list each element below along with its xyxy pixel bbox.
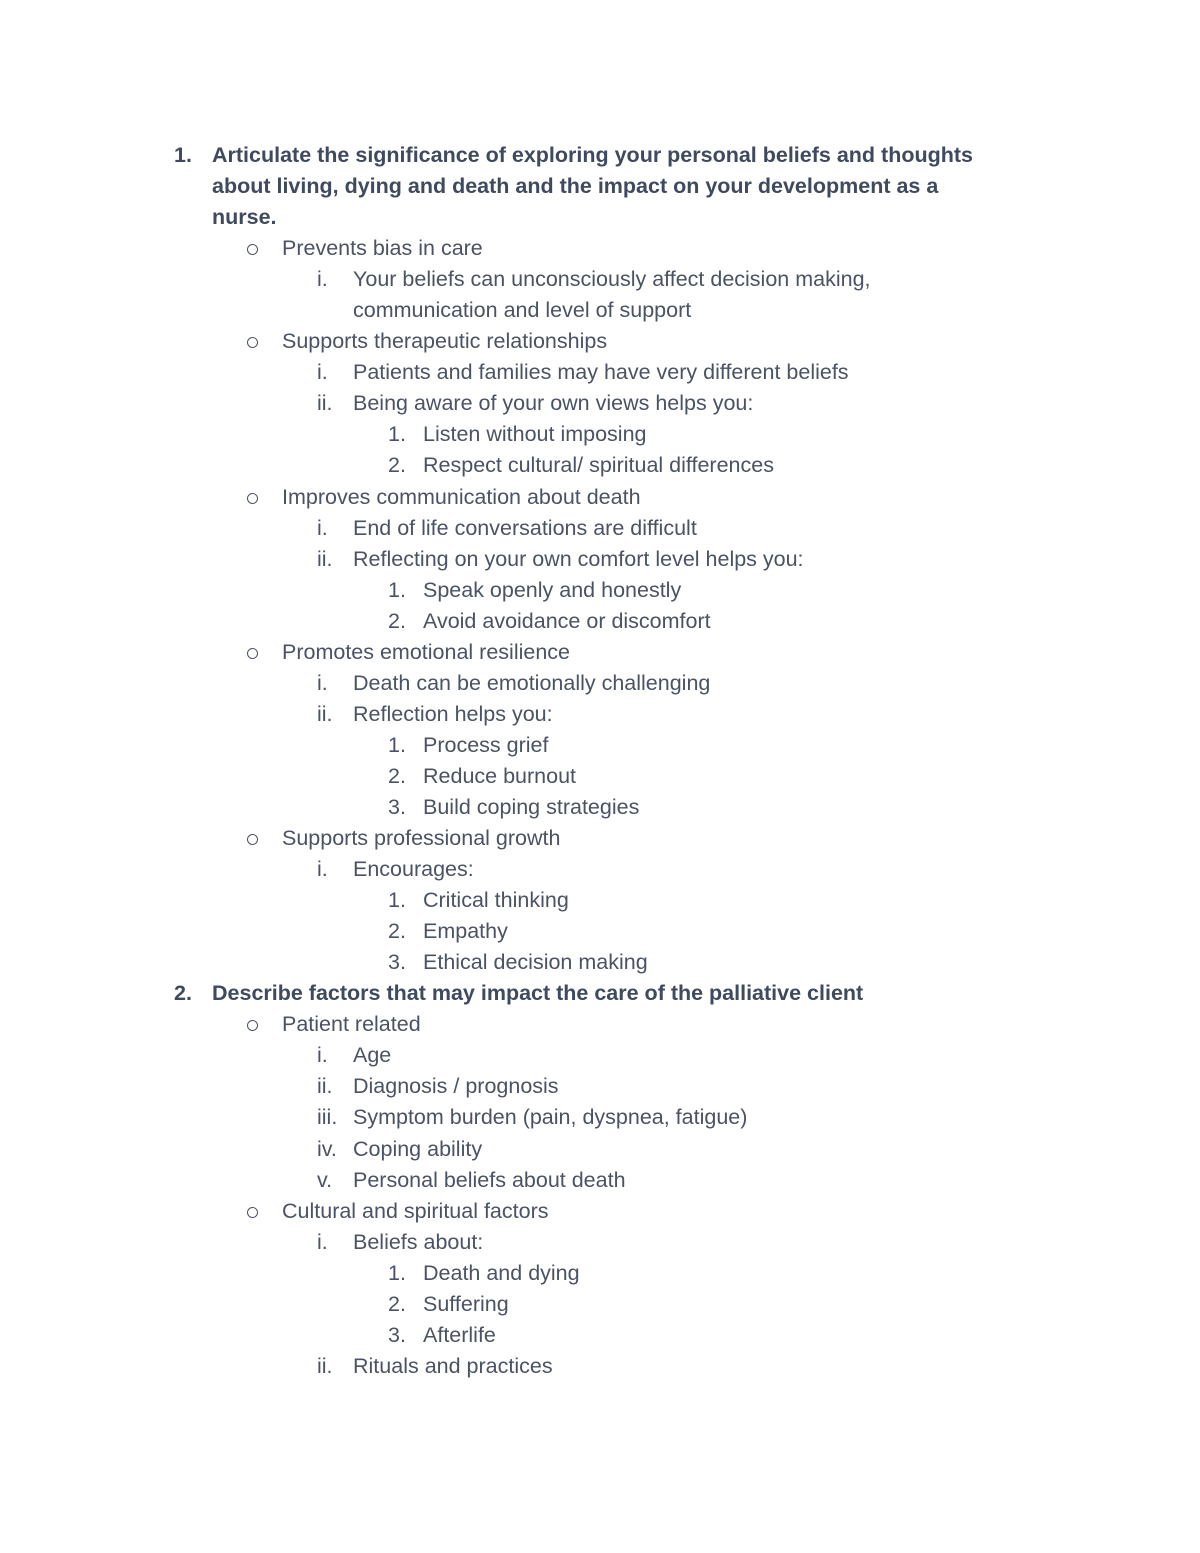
sub-item-text: Reflecting on your own comfort level helps you: — [353, 546, 804, 571]
roman-marker: v. — [317, 1167, 333, 1192]
number-marker: 2. — [388, 608, 406, 633]
sub-sub-item-text: Afterlife — [423, 1322, 496, 1347]
sub-sub-item-text: Build coping strategies — [423, 794, 640, 819]
circle-bullet-icon — [247, 337, 258, 348]
sub-item-text: Death can be emotionally challenging — [353, 670, 711, 695]
sub-item-text: Diagnosis / prognosis — [353, 1074, 559, 1099]
sub-item-text: End of life conversations are difficult — [353, 515, 697, 540]
question-text: nurse. — [212, 205, 277, 230]
sub-sub-item — [0, 730, 1200, 761]
sub-item — [0, 513, 1200, 544]
sub-item — [0, 1134, 1200, 1165]
item-label: Improves communication about death — [282, 484, 641, 509]
sub-item-text: Rituals and practices — [353, 1353, 553, 1378]
question-number: 1. — [174, 143, 192, 167]
sub-item — [0, 1227, 1200, 1258]
sub-item — [0, 388, 1200, 419]
sub-sub-item — [0, 1320, 1200, 1351]
list-item — [0, 326, 1200, 357]
question-number: 2. — [174, 981, 192, 1006]
list-item — [0, 1009, 1200, 1040]
sub-sub-item-text: Death and dying — [423, 1260, 580, 1285]
list-item — [0, 482, 1200, 513]
number-marker: 3. — [388, 794, 406, 819]
question-text: Describe factors that may impact the care of the palliative client — [212, 981, 864, 1006]
number-marker: 1. — [388, 577, 406, 602]
sub-sub-item-text: Avoid avoidance or discomfort — [423, 608, 711, 633]
question-heading — [0, 171, 1200, 202]
sub-sub-item — [0, 450, 1200, 481]
sub-item-text: Beliefs about: — [353, 1229, 484, 1254]
sub-item — [0, 264, 1200, 295]
roman-marker: ii. — [317, 546, 333, 571]
sub-sub-item-text: Empathy — [423, 919, 508, 944]
question-text: Articulate the significance of exploring your personal beliefs and thoughts — [212, 143, 973, 167]
sub-sub-item-text: Listen without imposing — [423, 422, 647, 447]
number-marker: 1. — [388, 732, 406, 757]
sub-item-text: Reflection helps you: — [353, 701, 553, 726]
sub-item-text: Age — [353, 1043, 392, 1068]
question-text: about living, dying and death and the impact on your development as a — [212, 174, 939, 199]
sub-sub-item — [0, 947, 1200, 978]
roman-marker: i. — [317, 360, 328, 385]
number-marker: 1. — [388, 422, 406, 447]
sub-sub-item — [0, 606, 1200, 637]
sub-item — [0, 1071, 1200, 1102]
item-label: Supports therapeutic relationships — [282, 329, 608, 354]
number-marker: 2. — [388, 453, 406, 478]
item-label: Prevents bias in care — [282, 236, 483, 261]
sub-sub-item-text: Respect cultural/ spiritual differences — [423, 453, 774, 478]
sub-sub-item-text: Process grief — [423, 732, 549, 757]
roman-marker: ii. — [317, 701, 333, 726]
sub-item-text: Symptom burden (pain, dyspnea, fatigue) — [353, 1105, 748, 1130]
item-label: Supports professional growth — [282, 826, 561, 851]
roman-marker: i. — [317, 857, 328, 882]
sub-item — [0, 1165, 1200, 1196]
sub-item — [0, 1351, 1200, 1382]
circle-bullet-icon — [247, 1207, 258, 1218]
circle-bullet-icon — [247, 834, 258, 845]
list-item — [0, 823, 1200, 854]
roman-marker: ii. — [317, 391, 333, 416]
roman-marker: iii. — [317, 1105, 338, 1130]
number-marker: 1. — [388, 1260, 406, 1285]
roman-marker: i. — [317, 267, 328, 292]
item-label: Promotes emotional resilience — [282, 639, 570, 664]
sub-item — [0, 295, 1200, 326]
sub-item-text: Being aware of your own views helps you: — [353, 391, 754, 416]
sub-item — [0, 854, 1200, 885]
number-marker: 2. — [388, 1291, 406, 1316]
list-item — [0, 233, 1200, 264]
sub-item — [0, 668, 1200, 699]
sub-item — [0, 1040, 1200, 1071]
sub-sub-item-text: Speak openly and honestly — [423, 577, 682, 602]
list-item — [0, 1196, 1200, 1227]
number-marker: 3. — [388, 950, 406, 975]
circle-bullet-icon — [247, 493, 258, 504]
item-label: Cultural and spiritual factors — [282, 1198, 549, 1223]
question-heading — [0, 202, 1200, 233]
sub-sub-item-text: Reduce burnout — [423, 763, 576, 788]
circle-bullet-icon — [247, 244, 258, 255]
sub-item — [0, 544, 1200, 575]
roman-marker: i. — [317, 1043, 328, 1068]
sub-sub-item — [0, 419, 1200, 450]
sub-item-text: Encourages: — [353, 857, 474, 882]
roman-marker: i. — [317, 515, 328, 540]
sub-item — [0, 357, 1200, 388]
sub-sub-item-text: Suffering — [423, 1291, 509, 1316]
sub-sub-item — [0, 1289, 1200, 1320]
sub-sub-item-text: Ethical decision making — [423, 950, 648, 975]
sub-item — [0, 699, 1200, 730]
sub-sub-item — [0, 885, 1200, 916]
item-label: Patient related — [282, 1012, 421, 1037]
sub-sub-item — [0, 792, 1200, 823]
list-item — [0, 637, 1200, 668]
roman-marker: iv. — [317, 1136, 337, 1161]
number-marker: 2. — [388, 763, 406, 788]
sub-sub-item — [0, 761, 1200, 792]
question-heading — [0, 978, 1200, 1009]
roman-marker: i. — [317, 1229, 328, 1254]
sub-item-text: Personal beliefs about death — [353, 1167, 626, 1192]
number-marker: 2. — [388, 919, 406, 944]
circle-bullet-icon — [247, 1020, 258, 1031]
number-marker: 3. — [388, 1322, 406, 1347]
circle-bullet-icon — [247, 648, 258, 659]
sub-sub-item — [0, 1258, 1200, 1289]
sub-sub-item — [0, 575, 1200, 606]
question-heading — [0, 140, 1200, 171]
roman-marker: ii. — [317, 1074, 333, 1099]
sub-item-text: Patients and families may have very different beliefs — [353, 360, 849, 385]
sub-item-text: communication and level of support — [353, 298, 692, 323]
sub-item-text: Your beliefs can unconsciously affect decision making, — [353, 267, 871, 292]
document-page — [0, 140, 1200, 1382]
number-marker: 1. — [388, 888, 406, 913]
roman-marker: ii. — [317, 1353, 333, 1378]
sub-sub-item-text: Critical thinking — [423, 888, 569, 913]
roman-marker: i. — [317, 670, 328, 695]
sub-item-text: Coping ability — [353, 1136, 483, 1161]
sub-sub-item — [0, 916, 1200, 947]
sub-item — [0, 1102, 1200, 1133]
